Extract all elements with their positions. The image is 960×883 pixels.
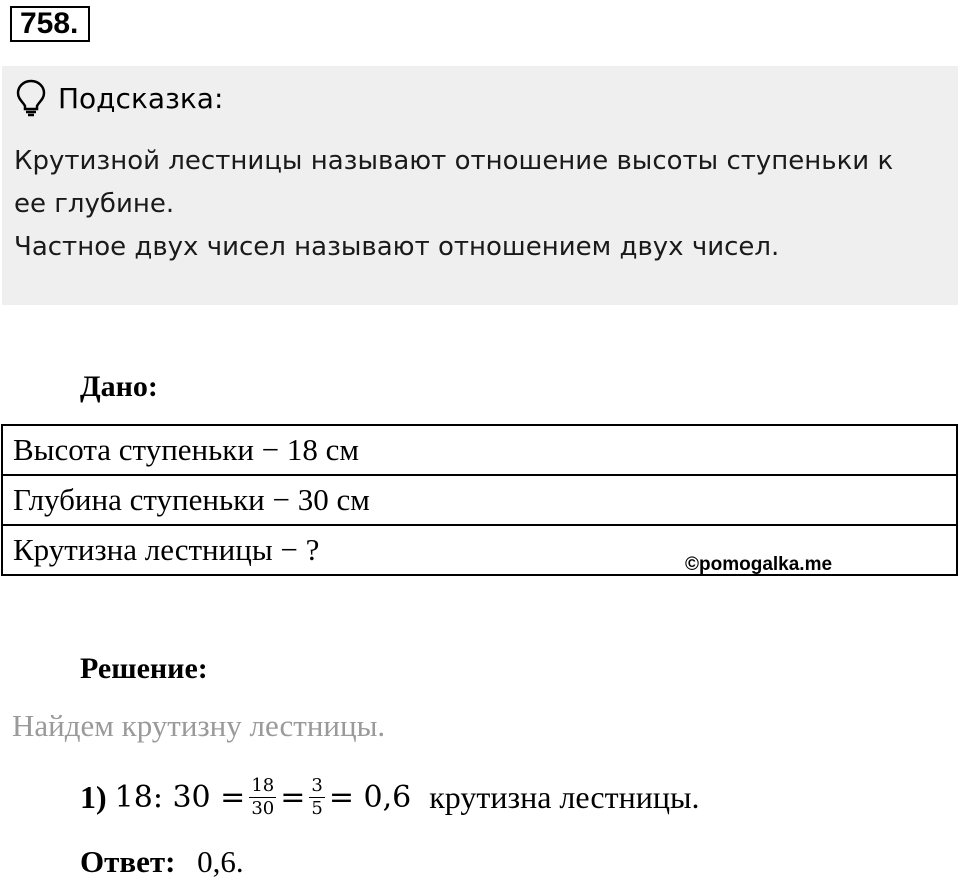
step-number: 1) <box>80 778 107 815</box>
hint-text <box>14 140 944 269</box>
given-cell: Глубина ступеньки − 30 см <box>2 475 957 525</box>
answer-line <box>80 844 244 880</box>
fraction <box>309 775 324 820</box>
given-cell: Высота ступеньки − 18 см <box>2 425 957 475</box>
hint-line: Крутизной лестницы называют отношение высоты ступеньки к <box>14 146 894 176</box>
expr-start: 18: 30 = <box>114 779 246 815</box>
denominator: 30 <box>251 797 275 819</box>
expr-end: = 0,6 <box>328 779 412 815</box>
solution-intro: Найдем крутизну лестницы. <box>12 708 386 743</box>
answer-label: Ответ: <box>80 844 176 879</box>
hint-line: ее глубине. <box>14 189 175 219</box>
hint-box <box>2 66 958 305</box>
table-row <box>2 475 957 525</box>
hint-title: Подсказка: <box>58 81 224 115</box>
hint-header <box>16 78 223 118</box>
solution-label: Решение: <box>80 652 208 685</box>
lightbulb-icon <box>16 79 46 117</box>
numerator: 18 <box>251 774 275 796</box>
given-label: Дано: <box>80 370 158 403</box>
fraction <box>249 775 276 820</box>
step-text: крутизна лестницы. <box>429 778 700 815</box>
answer-value: 0,6. <box>197 844 244 879</box>
table-row <box>2 425 957 475</box>
hint-line: Частное двух чисел называют отношением двух чисел. <box>14 232 780 262</box>
equals-sign: = <box>280 779 306 815</box>
solution-step <box>80 762 699 832</box>
watermark: ©pomogalka.me <box>685 554 833 575</box>
problem-number: 758. <box>10 6 90 42</box>
given-cell: Крутизна лестницы − ? <box>2 525 957 575</box>
numerator: 3 <box>311 774 323 796</box>
denominator: 5 <box>311 797 323 819</box>
